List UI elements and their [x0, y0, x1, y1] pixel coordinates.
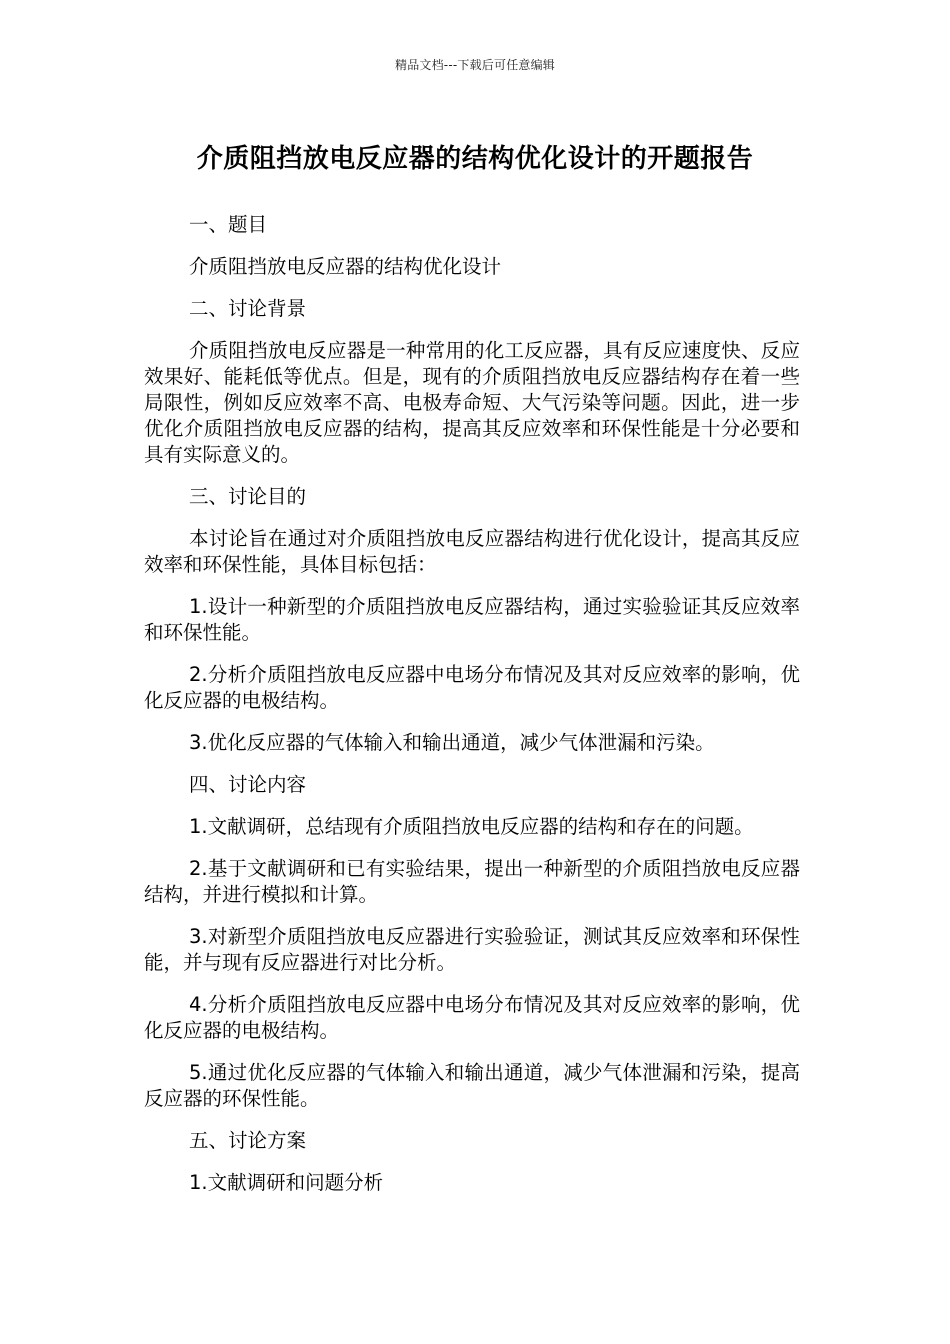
section-heading-content: 四、讨论内容 — [189, 773, 307, 796]
purpose-item-3: 3.优化反应器的气体输入和输出通道，减少气体泄漏和污染。 — [189, 731, 715, 754]
content-item-3: 3.对新型介质阻挡放电反应器进行实验验证，测试其反应效率和环保性能，并与现有反应器进行对比分析。 — [144, 925, 800, 974]
purpose-paragraph: 本讨论旨在通过对介质阻挡放电反应器结构进行优化设计，提高其反应效率和环保性能，具体目标包括： — [144, 527, 800, 576]
background-paragraph: 介质阻挡放电反应器是一种常用的化工反应器，具有反应速度快、反应效果好、能耗低等优点。但是，现有的介质阻挡放电反应器结构存在着一些局限性，例如反应效率不高、电极寿命短、大气污染等问题。因此，进一步优化介质阻挡放电反应器的结构，提高其反应效率和环保性能是十分必要和具有实际意义的。 — [144, 339, 800, 466]
document-title: 介质阻挡放电反应器的结构优化设计的开题报告 — [196, 144, 754, 174]
section-heading-purpose: 三、讨论目的 — [189, 485, 307, 508]
content-item-2: 2.基于文献调研和已有实验结果，提出一种新型的介质阻挡放电反应器结构，并进行模拟和计算。 — [144, 857, 800, 906]
section-heading-topic: 一、题目 — [189, 213, 268, 236]
section-heading-background: 二、讨论背景 — [189, 297, 307, 320]
purpose-item-1: 1.设计一种新型的介质阻挡放电反应器结构，通过实验验证其反应效率和环保性能。 — [144, 595, 800, 644]
content-item-1: 1.文献调研，总结现有介质阻挡放电反应器的结构和存在的问题。 — [189, 815, 754, 838]
plan-item-1: 1.文献调研和问题分析 — [189, 1171, 384, 1194]
document-body — [144, 212, 800, 1212]
purpose-item-2: 2.分析介质阻挡放电反应器中电场分布情况及其对反应效率的影响，优化反应器的电极结构。 — [144, 663, 800, 712]
topic-text: 介质阻挡放电反应器的结构优化设计 — [189, 255, 502, 278]
page-header: 精品文档---下载后可任意编辑 — [395, 58, 555, 72]
content-item-5: 5.通过优化反应器的气体输入和输出通道，减少气体泄漏和污染，提高反应器的环保性能。 — [144, 1061, 800, 1110]
section-heading-plan: 五、讨论方案 — [189, 1129, 307, 1152]
content-item-4: 4.分析介质阻挡放电反应器中电场分布情况及其对反应效率的影响，优化反应器的电极结构。 — [144, 993, 800, 1042]
